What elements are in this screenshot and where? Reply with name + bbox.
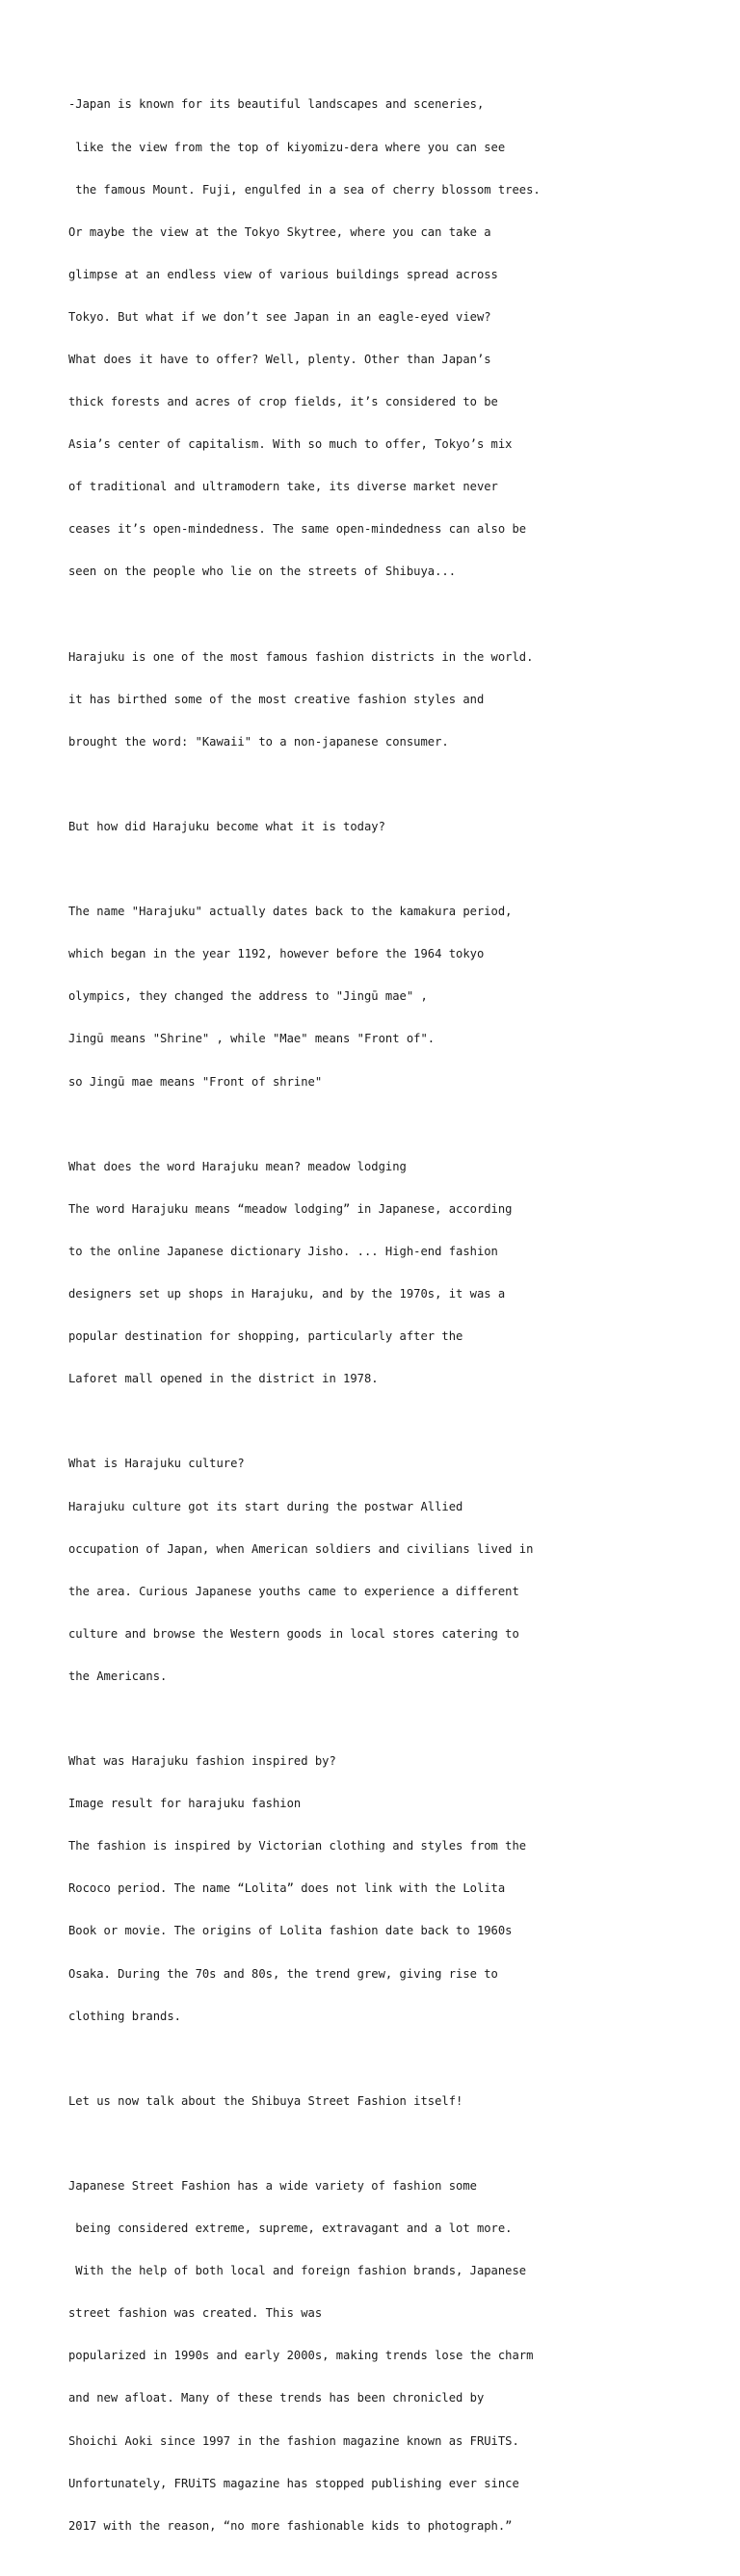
text-line: What does it have to offer? Well, plenty. Other than Japan’s bbox=[68, 352, 491, 366]
text-line: The word Harajuku means “meadow lodging” in Japanese, according bbox=[68, 1201, 513, 1216]
text-line: Let us now talk about the Shibuya Street Fashion itself! bbox=[68, 2093, 463, 2108]
paragraph-harajuku-culture bbox=[68, 1429, 704, 1712]
text-line: designers set up shops in Harajuku, and by the 1970s, it was a bbox=[68, 1287, 506, 1301]
text-line: Osaka. During the 70s and 80s, the trend grew, giving rise to bbox=[68, 1966, 498, 1981]
text-line: culture and browse the Western goods in local stores catering to bbox=[68, 1626, 519, 1641]
text-line: Jingū means "Shrine" , while "Mae" means "Front of". bbox=[68, 1032, 436, 1046]
text-line: ceases it’s open-mindedness. The same open-mindedness can also be bbox=[68, 522, 527, 537]
paragraph-name-history bbox=[68, 877, 704, 1117]
text-line: 2017 with the reason, “no more fashionable kids to photograph.” bbox=[68, 2518, 513, 2533]
text-line: glimpse at an endless view of various buildings spread across bbox=[68, 267, 498, 281]
text-line: the area. Curious Japanese youths came to experience a different bbox=[68, 1584, 519, 1598]
text-line: popular destination for shopping, particularly after the bbox=[68, 1329, 463, 1344]
text-line: the famous Mount. Fuji, engulfed in a sea of cherry blossom trees. bbox=[68, 182, 541, 197]
paragraph-fashion-inspiration bbox=[68, 1726, 704, 2052]
text-line: Laforet mall opened in the district in 1978. bbox=[68, 1372, 379, 1386]
text-line: brought the word: "Kawaii" to a non-japanese consumer. bbox=[68, 734, 449, 749]
text-line: like the view from the top of kiyomizu-dera where you can see bbox=[68, 140, 506, 154]
paragraph-harajuku-famous bbox=[68, 621, 704, 777]
text-line: What is Harajuku culture? bbox=[68, 1457, 245, 1471]
paragraph-japan-intro bbox=[68, 69, 704, 608]
text-line: What does the word Harajuku mean? meadow lodging bbox=[68, 1159, 407, 1173]
text-line: Unfortunately, FRUiTS magazine has stopped publishing ever since bbox=[68, 2476, 519, 2490]
text-line: The name "Harajuku" actually dates back to the kamakura period, bbox=[68, 905, 513, 919]
text-line: Harajuku culture got its start during the postwar Allied bbox=[68, 1499, 463, 1513]
text-line: Image result for harajuku fashion bbox=[68, 1797, 302, 1811]
text-line: Tokyo. But what if we don’t see Japan in an eagle-eyed view? bbox=[68, 309, 491, 324]
paragraph-meadow-lodging bbox=[68, 1131, 704, 1414]
text-line: of traditional and ultramodern take, its diverse market never bbox=[68, 480, 498, 494]
text-line: popularized in 1990s and early 2000s, making trends lose the charm bbox=[68, 2349, 534, 2363]
text-line: occupation of Japan, when American soldiers and civilians lived in bbox=[68, 1541, 534, 1556]
text-line: so Jingū mae means "Front of shrine" bbox=[68, 1074, 323, 1089]
text-line: Harajuku is one of the most famous fashion districts in the world. bbox=[68, 649, 534, 664]
text-line: Asia’s center of capitalism. With so much to offer, Tokyo’s mix bbox=[68, 437, 513, 452]
text-line: street fashion was created. This was bbox=[68, 2306, 323, 2321]
text-line: which began in the year 1192, however before the 1964 tokyo bbox=[68, 947, 485, 961]
text-line: seen on the people who lie on the streets of Shibuya... bbox=[68, 565, 457, 579]
text-line: to the online Japanese dictionary Jisho. ... High-end fashion bbox=[68, 1244, 498, 1258]
text-line: But how did Harajuku become what it is today? bbox=[68, 820, 385, 833]
text-line: olympics, they changed the address to "Jingū mae" , bbox=[68, 989, 428, 1004]
text-line: thick forests and acres of crop fields, it’s considered to be bbox=[68, 395, 498, 409]
text-line: being considered extreme, supreme, extravagant and a lot more. bbox=[68, 2221, 513, 2236]
text-line: Shoichi Aoki since 1997 in the fashion magazine known as FRUiTS. bbox=[68, 2433, 519, 2448]
text-line: and new afloat. Many of these trends has been chronicled by bbox=[68, 2391, 485, 2405]
document-body bbox=[68, 69, 704, 2576]
text-line: Rococo period. The name “Lolita” does not link with the Lolita bbox=[68, 1881, 506, 1896]
text-line: With the help of both local and foreign fashion brands, Japanese bbox=[68, 2264, 527, 2278]
text-line: -Japan is known for its beautiful landscapes and sceneries, bbox=[68, 97, 485, 112]
paragraph-question-today bbox=[68, 792, 704, 863]
paragraph-shibuya-intro bbox=[68, 2065, 704, 2137]
text-line: What was Harajuku fashion inspired by? bbox=[68, 1754, 336, 1769]
text-line: it has birthed some of the most creative fashion styles and bbox=[68, 692, 485, 706]
text-line: Or maybe the view at the Tokyo Skytree, where you can take a bbox=[68, 224, 491, 239]
text-line: The fashion is inspired by Victorian clothing and styles from the bbox=[68, 1839, 527, 1853]
text-line: clothing brands. bbox=[68, 2009, 181, 2023]
text-line: the Americans. bbox=[68, 1669, 168, 1683]
text-line: Japanese Street Fashion has a wide variety of fashion some bbox=[68, 2179, 477, 2193]
paragraph-street-fashion bbox=[68, 2151, 704, 2562]
text-line: Book or movie. The origins of Lolita fashion date back to 1960s bbox=[68, 1924, 513, 1938]
